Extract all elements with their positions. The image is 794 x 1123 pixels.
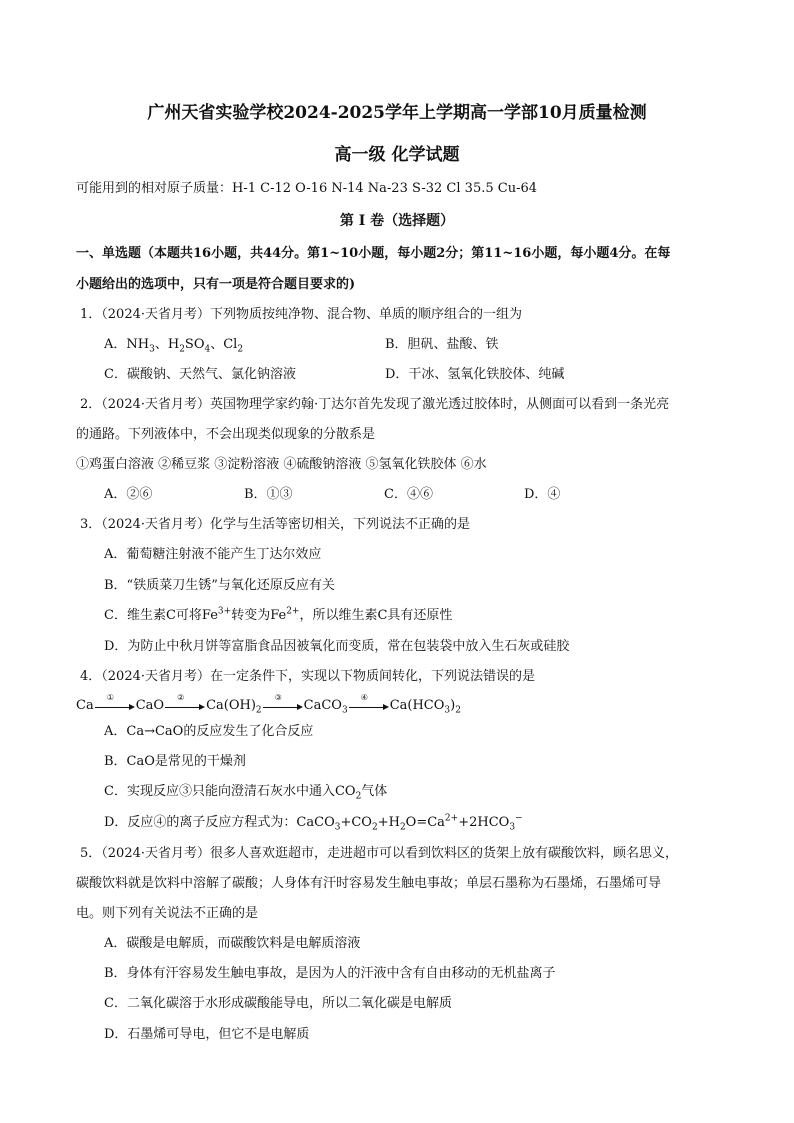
question-5-stem-line-2: 碳酸饮料就是饮料中溶解了碳酸；人身体有汗时容易发生触电事故；单层石墨称为石墨烯，石墨烯可导 xyxy=(76,876,662,891)
reaction-arrow: ④ xyxy=(349,700,389,712)
question-4-reaction-chain: Ca ① CaO ② $Ca(OH)_2$ ③ CaCO$_3$ ④ $Ca(HCO_3)_2$ xyxy=(76,692,461,716)
question-3-option-a: A．葡萄糖注射液不能产生丁达尔效应 xyxy=(104,547,322,562)
question-5-option-b: B．身体有汗容易发生触电事故，是因为人的汗液中含有自由移动的无机盐离子 xyxy=(104,966,556,981)
question-2-option-b: B．①③ xyxy=(244,487,293,502)
question-5-stem-line-1: 5．（2024·天省月考）很多人喜欢逛超市，走进超市可以看到饮料区的货架上放有碳酸饮料，顾名思义， xyxy=(80,846,678,861)
question-1-stem: 1．（2024·天省月考）下列物质按纯净物、混合物、单质的顺序组合的一组为 xyxy=(80,307,522,322)
question-4-option-a: A．Ca→CaO的反应发生了化合反应 xyxy=(104,724,314,739)
question-4-option-d: D．反应④的离子反应方程式为：$CaCO_3+CO_2+H_2O=Ca^{2+}+2HCO_3^-$ xyxy=(104,813,523,833)
question-1-option-d: D．干冰、氢氧化铁胶体、纯碱 xyxy=(385,367,565,382)
question-2-stem-line-1: 2．（2024·天省月考）英国物理学家约翰·丁达尔首先发现了激光透过胶体时，从侧面可以看到一条光亮 xyxy=(80,397,670,412)
question-4-stem: 4．（2024·天省月考）在一定条件下，实现以下物质间转化，下列说法错误的是 xyxy=(80,669,535,684)
question-3-option-b: B．“铁质菜刀生锈”与氧化还原反应有关 xyxy=(104,578,335,593)
question-3-option-c: C．维生素C可将$Fe^{3+}$转变为$Fe^{2+}$，所以维生素C具有还原性 xyxy=(104,606,453,623)
question-2-option-c: C．④⑥ xyxy=(384,487,433,502)
question-5-option-a: A．碳酸是电解质，而碳酸饮料是电解质溶液 xyxy=(104,936,361,951)
reaction-arrow: ③ xyxy=(263,700,303,712)
instructions-line-1: 一、单选题（本题共16小题，共44分。第1~10小题，每小题2分；第11~16小题，每小题4分。在每 xyxy=(76,246,671,261)
reaction-arrow: ② xyxy=(165,700,205,712)
question-2-option-a: A．②⑥ xyxy=(104,487,153,502)
atomic-masses: 可能用到的相对原子质量：H-1 C-12 O-16 N-14 Na-23 S-32 Cl 35.5 Cu-64 xyxy=(76,181,537,196)
question-3-option-d: D．为防止中秋月饼等富脂食品因被氧化而变质，常在包装袋中放入生石灰或硅胶 xyxy=(104,639,570,654)
question-1-option-a: A．$NH_3$、$H_2SO_4$、$Cl_2$ xyxy=(104,337,244,355)
question-4-option-b: B．CaO是常见的干燥剂 xyxy=(104,754,246,769)
question-5-option-c: C．二氧化碳溶于水形成碳酸能导电，所以二氧化碳是电解质 xyxy=(104,996,452,1011)
question-2-stem-line-2: 的通路。下列液体中，不会出现类似现象的分散系是 xyxy=(76,427,376,442)
reaction-arrow: ① xyxy=(95,700,135,712)
question-1-option-c: C．碳酸钠、天然气、氯化钠溶液 xyxy=(104,367,296,382)
section-title: 第 I 卷（选择题） xyxy=(339,213,455,229)
question-1-option-b: B．胆矾、盐酸、铁 xyxy=(385,337,499,352)
question-4-option-c: C．实现反应③只能向澄清石灰水中通入$CO_2$气体 xyxy=(104,784,388,802)
question-5-stem-line-3: 电。则下列有关说法不正确的是 xyxy=(76,906,259,921)
page-title: 广州天省实验学校2024-2025学年上学期高一学部10月质量检测 xyxy=(147,103,647,123)
question-2-items: ①鸡蛋白溶液 ②稀豆浆 ③淀粉溶液 ④硫酸钠溶液 ⑤氢氧化铁胶体 ⑥水 xyxy=(76,457,487,472)
question-5-option-d: D．石墨烯可导电，但它不是电解质 xyxy=(104,1027,310,1042)
question-2-option-d: D．④ xyxy=(524,487,561,502)
page-subtitle: 高一级 化学试题 xyxy=(334,145,460,165)
instructions-line-2: 小题给出的选项中，只有一项是符合题目要求的) xyxy=(76,277,356,292)
question-3-stem: 3．（2024·天省月考）化学与生活等密切相关，下列说法不正确的是 xyxy=(80,517,470,532)
